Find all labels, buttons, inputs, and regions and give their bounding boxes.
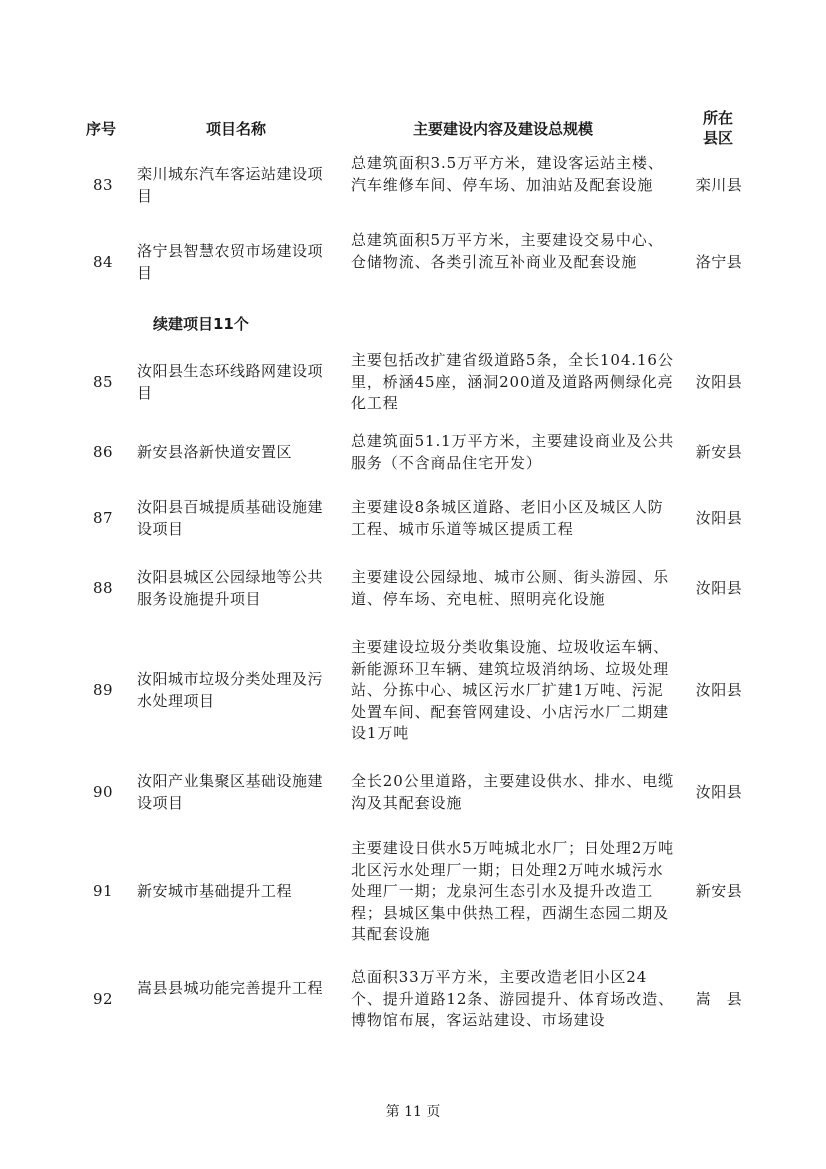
row-content: 总面积33万平方米，主要改造老旧小区24个、提升道路12条、游园提升、体育场改造、博物馆布展，客运站建设、市场建设 — [351, 968, 674, 1029]
row-no: 84 — [92, 253, 114, 271]
row-county: 洛宁县 — [695, 253, 743, 271]
header-county — [700, 108, 736, 148]
row-no: 89 — [92, 681, 114, 699]
row-content: 主要建设垃圾分类收集设施、垃圾收运车辆、新能源环卫车辆、建筑垃圾消纳场、垃圾处理站、分拣中心、城区污水厂扩建1万吨、污泥处置车间、配套管网建设、小店污水厂二期建设1万吨 — [351, 638, 670, 742]
row-name: 栾川城东汽车客运站建设项目 — [137, 165, 324, 205]
row-name: 洛宁县智慧农贸市场建设项目 — [137, 242, 324, 282]
row-content: 总建筑面积5万平方米，主要建设交易中心、仓储物流、各类引流互补商业及配套设施 — [351, 231, 664, 271]
page-number: 第 11 页 — [385, 1104, 441, 1120]
row-county: 汝阳县 — [695, 373, 743, 391]
row-county: 汝阳县 — [695, 681, 743, 699]
row-name: 嵩县县城功能完善提升工程 — [137, 979, 324, 997]
row-name: 汝阳县百城提质基础设施建设项目 — [137, 498, 324, 538]
row-content: 主要建设8条城区道路、老旧小区及城区人防工程、城市乐道等城区提质工程 — [351, 498, 664, 538]
row-content: 主要包括改扩建省级道路5条，全长104.16公里，桥涵45座，涵洞200道及道路两侧绿化亮化工程 — [351, 351, 674, 412]
row-name: 新安县洛新快道安置区 — [137, 443, 293, 461]
row-no: 88 — [92, 579, 114, 597]
row-name: 新安城市基础提升工程 — [137, 882, 293, 900]
header-no: 序号 — [86, 120, 117, 138]
row-no: 85 — [92, 373, 114, 391]
row-no: 90 — [92, 783, 114, 801]
row-content: 总建筑面积3.5万平方米，建设客运站主楼、汽车维修车间、停车场、加油站及配套设施 — [351, 154, 664, 194]
header-county-line2: 县区 — [702, 129, 733, 147]
row-name: 汝阳城市垃圾分类处理及污水处理项目 — [137, 670, 324, 710]
row-no: 92 — [92, 990, 114, 1008]
header-project-name: 项目名称 — [206, 120, 267, 138]
row-content: 主要建设日供水5万吨城北水厂；日处理2万吨北区污水处理厂一期；日处理2万吨水城污水处理厂一期；龙泉河生态引水及提升改造工程；县城区集中供热工程，西湖生态园二期及其配套设施 — [351, 839, 674, 943]
row-no: 83 — [92, 176, 114, 194]
row-content: 全长20公里道路，主要建设供水、排水、电缆沟及其配套设施 — [351, 772, 674, 812]
row-no: 86 — [92, 443, 114, 461]
row-county: 新安县 — [695, 882, 743, 900]
row-county: 汝阳县 — [695, 579, 743, 597]
row-county: 汝阳县 — [695, 509, 743, 527]
row-no: 91 — [92, 882, 114, 900]
row-content: 主要建设公园绿地、城市公厕、街头游园、乐道、停车场、充电桩、照明亮化设施 — [351, 568, 670, 608]
row-content: 总建筑面51.1万平方米，主要建设商业及公共服务（不含商品住宅开发） — [351, 432, 675, 472]
row-name: 汝阳县城区公园绿地等公共服务设施提升项目 — [137, 568, 324, 608]
row-name: 汝阳产业集聚区基础设施建设项目 — [137, 772, 324, 812]
row-county: 嵩 县 — [695, 990, 743, 1008]
row-no: 87 — [92, 509, 114, 527]
row-county: 新安县 — [695, 443, 743, 461]
header-content: 主要建设内容及建设总规模 — [413, 120, 594, 138]
row-county: 汝阳县 — [695, 783, 743, 801]
row-county: 栾川县 — [695, 176, 743, 194]
header-county-line1: 所在 — [702, 109, 733, 127]
row-name: 汝阳县生态环线路网建设项目 — [137, 362, 324, 402]
section-title: 续建项目11个 — [153, 315, 249, 333]
